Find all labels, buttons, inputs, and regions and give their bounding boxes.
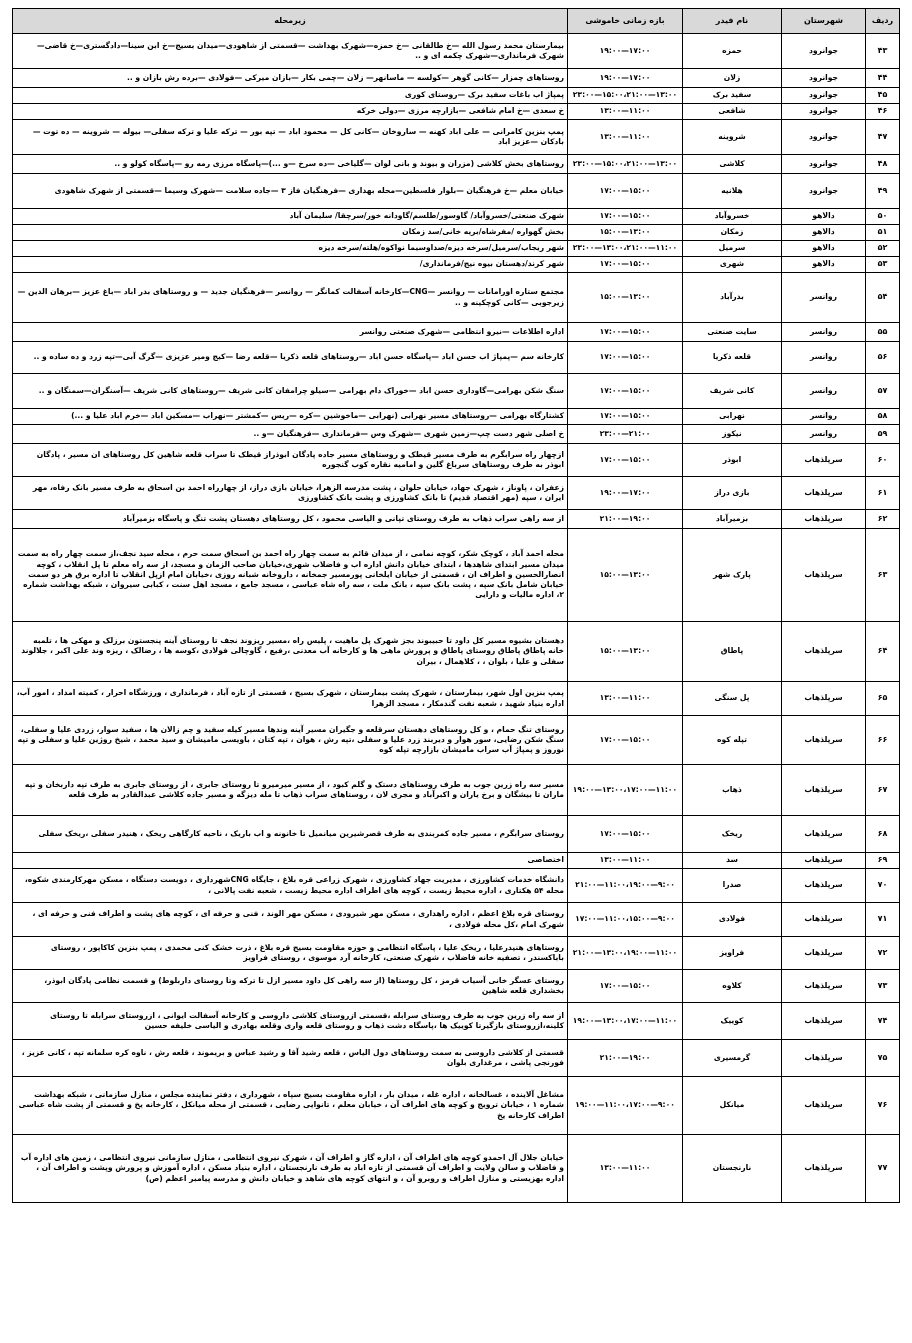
- row-number: ۷۲: [866, 937, 900, 970]
- table-row: [13, 765, 900, 816]
- feeder-cell: نهرابی: [683, 409, 782, 425]
- area-cell: سنگ شکن بهرامی—گاوداری حسن اباد —خوراک دام بهرامی —سیلو چرامفان کانی شریف —روستاهای کانی شریف —آسنگران—سمنگان و ..: [13, 374, 568, 409]
- time-cell: ۱۱:۰۰—۱۳:۰۰: [568, 682, 683, 716]
- feeder-cell: سفید برک: [683, 88, 782, 104]
- table-row: [13, 510, 900, 529]
- city-cell: جوانرود: [782, 34, 866, 69]
- row-number: ۵۴: [866, 273, 900, 323]
- table-row: [13, 853, 900, 869]
- area-cell: مسیر سه راه زرین جوب به طرف روستاهای دستک و گلم کبود ، از مسیر میرمیرو تا روستای جابری ، از روستای جابری به طرف تپه داربخان و تپه ماران تا بیشگان و برخ یاران و اکبرآباد و مجری لان ، روستاهای سراب ذهاب تا مله دیزگه و مسیر جاده کلاشی عبدالقادر به طرف قلعه: [13, 765, 568, 816]
- header-city: شهرستان: [782, 9, 866, 34]
- area-cell: خ سعدی —خ امام شافعی —بازارچه مرزی —دولی خرکه: [13, 104, 568, 120]
- feeder-cell: فولادی: [683, 903, 782, 937]
- feeder-cell: هلانیه: [683, 174, 782, 209]
- row-number: ۴۶: [866, 104, 900, 120]
- table-row: [13, 444, 900, 477]
- city-cell: سرپلذهاب: [782, 903, 866, 937]
- city-cell: سرپلذهاب: [782, 716, 866, 765]
- table-row: [13, 903, 900, 937]
- time-cell: ۱۷:۰۰—۱۹:۰۰: [568, 34, 683, 69]
- city-cell: جوانرود: [782, 155, 866, 174]
- table-row: [13, 342, 900, 374]
- area-cell: قسمتی از کلاشی داروسی به سمت روستاهای دول الیاس ، قلعه رشید آقا و رشید عباس و بریموند ، قلعه رش ، ناوه کره سلمانه تپه ، کانی عزیز ، فورنجی پاشی ، مرغداری بلوان: [13, 1040, 568, 1077]
- header-feeder: نام فیدر: [683, 9, 782, 34]
- feeder-cell: نارنجستان: [683, 1135, 782, 1203]
- time-cell: ۱۱:۰۰—۱۳:۰۰: [568, 853, 683, 869]
- feeder-cell: ذهاب: [683, 765, 782, 816]
- area-cell: خیابان جلال آل احمدو کوچه های اطراف آن ، اداره گاز و اطراف آن ، شهرک نیروی انتظامی ، منازل سازمانی نیروی انتظامی ، زمین های اداره آب و فاضلاب و سالن ولایت و اطراف آن قسمتی از تازه اباد به طرف نارنجستان ، اداره بنیاد مسکن ، اداره آموزش و پرورش وپشت و اطراف آن ، اداره بهزیستی و منازل اطراف و روبرو آن ، و انتهای کوچه های شاهد و خیابان دانش و مدرسه پیامبر اعظم (ص): [13, 1135, 568, 1203]
- area-cell: کارخانه سم —پمپاژ اب حسن اباد —پاسگاه حسن اباد —روستاهای قلعه ذکریا —قلعه رضا —کیج ومیر عزیزی —گرگ آبی—تپه زرد و ده ساده و ..: [13, 342, 568, 374]
- row-number: ۴۵: [866, 88, 900, 104]
- row-number: ۴۴: [866, 69, 900, 88]
- table-row: [13, 409, 900, 425]
- row-number: ۶۰: [866, 444, 900, 477]
- table-row: [13, 816, 900, 853]
- time-cell: ۱۱:۰۰—۱۳:۰۰: [568, 120, 683, 155]
- table-row: [13, 716, 900, 765]
- area-cell: خ اصلی شهر دست چپ—زمین شهری —شهرک وس —فرمانداری —فرهنگیان —و ..: [13, 425, 568, 444]
- feeder-cell: گرمسیری: [683, 1040, 782, 1077]
- area-cell: روستای عسگر خانی آسیاب قرمز ، کل روستاها (از سه راهی کل داود مسیر ازل تا ترکه وتا روستای داربلوط) و قسمت نظامی پادگان ابوذر، بخشداری قلعه شاهین: [13, 970, 568, 1003]
- table-row: [13, 209, 900, 225]
- time-cell: ۱۵:۰۰—۱۷:۰۰: [568, 409, 683, 425]
- city-cell: دالاهو: [782, 257, 866, 273]
- table-row: [13, 869, 900, 903]
- city-cell: سرپلذهاب: [782, 765, 866, 816]
- table-row: [13, 323, 900, 342]
- city-cell: سرپلذهاب: [782, 853, 866, 869]
- city-cell: جوانرود: [782, 88, 866, 104]
- area-cell: روستاهای بخش کلاشی (مزران و بیوند و بانی لوان —گلیاخی —ده سرخ —و ...)—پاسگاه مرزی رمه رو —پاسگاه کولو و ..: [13, 155, 568, 174]
- area-cell: زعفران ، پاوناز ، شهرک جهاد، خیابان حلوان ، پشت مدرسه الزهرا، خیابان بازی دراز، از چهارراه احمد بن اسحاق به طرف مسیر بانک رفاه، مهر ایران ، سپه (مهر اقتصاد قدیم) تا بانک کشاورزی و پشت بانک کشاورزی: [13, 477, 568, 510]
- time-cell: ۱۳:۰۰—۱۵:۰۰: [568, 273, 683, 323]
- row-number: ۷۷: [866, 1135, 900, 1203]
- feeder-cell: کانی شریف: [683, 374, 782, 409]
- area-cell: روستای تنگ حمام ، و کل روستاهای دهستان سرقلعه و جگیران مسیر آینه وندها مسیر کیله سفید و چم زالان ها ، سفید سوار، زردی علیا و سفلی، سنگ شکن رضایی، سور هوار و دیربند زرد علیا و سفلی ،تپه رش ، هوان ، تپه کتان ، باویسی مامیشان و سید محمد ، شیخ روژین علیا و سفلی و تپه نوروز و پمپاژ آب سراب مامیشان بازارچه تپله کوه: [13, 716, 568, 765]
- row-number: ۷۵: [866, 1040, 900, 1077]
- time-cell: ۲۱:۰۰—۲۳:۰۰: [568, 425, 683, 444]
- row-number: ۵۷: [866, 374, 900, 409]
- time-cell: ۱۵:۰۰—۱۷:۰۰: [568, 209, 683, 225]
- row-number: ۵۲: [866, 241, 900, 257]
- table-row: [13, 970, 900, 1003]
- city-cell: سرپلذهاب: [782, 444, 866, 477]
- table-header: [13, 9, 900, 34]
- area-cell: روستاهای هنیدرعلیا ، ریخک علیا ، پاسگاه انتظامی و حوزه مقاومت بسیج قره بلاغ ، ذرت خشک کنی محمدی ، پمپ بنزین کاکاپور ، روستای باباکسندر ، تصفیه خانه فاضلاب ، شهرک صنعتی، کارخانه آرد موسوی ، روستای فراویز: [13, 937, 568, 970]
- row-number: ۵۵: [866, 323, 900, 342]
- city-cell: سرپلذهاب: [782, 816, 866, 853]
- table-row: [13, 34, 900, 69]
- time-cell: ۱۹:۰۰—۲۱:۰۰: [568, 510, 683, 529]
- area-cell: پمپ بنزین اول شهر، بیمارستان ، شهرک پشت بیمارستان ، شهرک بسیج ، قسمتی از تازه آباد ، فرمانداری ، ورزشگاه احرار ، کمیته امداد ، امور آب، اداره بنیاد شهید ، شعبه نفت گندمکار ، مسجد الزهرا: [13, 682, 568, 716]
- feeder-cell: شافعی: [683, 104, 782, 120]
- feeder-cell: کلاشی: [683, 155, 782, 174]
- row-number: ۶۷: [866, 765, 900, 816]
- time-cell: ۱۱:۰۰—۱۳:۰۰،۱۹:۰۰—۲۱:۰۰: [568, 937, 683, 970]
- table-row: [13, 1003, 900, 1040]
- time-cell: ۱۵:۰۰—۱۷:۰۰: [568, 342, 683, 374]
- table-row: [13, 374, 900, 409]
- row-number: ۴۷: [866, 120, 900, 155]
- row-number: ۴۳: [866, 34, 900, 69]
- feeder-cell: کلاوه: [683, 970, 782, 1003]
- row-number: ۶۹: [866, 853, 900, 869]
- outage-table: [12, 8, 900, 1203]
- row-number: ۴۹: [866, 174, 900, 209]
- area-cell: دانشگاه خدمات کشاورزی ، مدیریت جهاد کشاورزی ، شهرک زراعی قره بلاغ ، جایگاه CNGشهرداری ، دویست دستگاه ، مسکن مهرکارمندی شکوه، محله ۵۴ هکتاری ، اداره محیط زیست ، کوچه های اطراف اداره محیط زیست ، شعبه نفت پالانی ،: [13, 869, 568, 903]
- city-cell: سرپلذهاب: [782, 869, 866, 903]
- table-row: [13, 937, 900, 970]
- time-cell: ۹:۰۰—۱۱:۰۰،۱۷:۰۰—۱۹:۰۰: [568, 1077, 683, 1135]
- row-number: ۶۸: [866, 816, 900, 853]
- area-cell: از سه راه زرین جوب به طرف روستای سرابله ،قسمتی ازروستای کلاشی داروسی و کارخانه آسفالت ایوانی ، ازروستای سرابله تا روستای کلینه،ازروستای بازگیرتا کوییک ها ،پاسگاه دشت ذهاب و روستای قلعه واری وقلعه بهادری و الیاسی خلیفه حسین: [13, 1003, 568, 1040]
- city-cell: جوانرود: [782, 120, 866, 155]
- row-number: ۷۳: [866, 970, 900, 1003]
- header-row-number: ردیف: [866, 9, 900, 34]
- city-cell: سرپلذهاب: [782, 970, 866, 1003]
- time-cell: ۱۳:۰۰—۱۵:۰۰،۲۱:۰۰—۲۳:۰۰: [568, 88, 683, 104]
- time-cell: ۱۳:۰۰—۱۵:۰۰: [568, 225, 683, 241]
- time-cell: ۱۷:۰۰—۱۹:۰۰: [568, 477, 683, 510]
- feeder-cell: سرمیل: [683, 241, 782, 257]
- row-number: ۶۶: [866, 716, 900, 765]
- area-cell: شهرک صنعتی/خسروآباد/ گاوسور/طلسم/گاودانه خور/سرچقا/ سلیمان آباد: [13, 209, 568, 225]
- area-cell: روستای سرابگرم ، مسیر جاده کمربندی به طرف قصرشیرین میانمیل تا خانونه و اب باریک ، ناحیه کارگاهی ریخک ، هنیدر سفلی ،ریخک سفلی: [13, 816, 568, 853]
- time-cell: ۱۳:۰۰—۱۵:۰۰: [568, 529, 683, 622]
- city-cell: روانسر: [782, 425, 866, 444]
- area-cell: بیمارستان محمد رسول الله —خ طالقانی —خ حمزه—شهرک بهداشت —قسمتی از شاهودی—میدان بسیج—خ ابن سینا—دادگستری—خ قاضی—شهرک فرمانداری—شهرک چکمه ای و ..: [13, 34, 568, 69]
- feeder-cell: خسروآباد: [683, 209, 782, 225]
- header-time: بازه زمانی خاموشی: [568, 9, 683, 34]
- table-row: [13, 477, 900, 510]
- city-cell: سرپلذهاب: [782, 622, 866, 682]
- time-cell: ۱۵:۰۰—۱۷:۰۰: [568, 374, 683, 409]
- time-cell: ۱۱:۰۰—۱۳:۰۰،۱۷:۰۰—۱۹:۰۰: [568, 765, 683, 816]
- area-cell: از سه راهی سراب ذهاب به طرف روستای تپانی و الیاسی محمود ، کل روستاهای دهستان پشت تنگ و پاسگاه بزمیرآباد: [13, 510, 568, 529]
- header-area: زیرمحله: [13, 9, 568, 34]
- area-cell: ازچهار راه سرابگرم به طرف مسیر قیطک و روستاهای مسیر جاده پادگان ابوذراز قیطک تا سراب قلعه شاهین کل روستاهای ان مسیر ، پادگان ابوذر به طرف روستاهای سرباغ گلین و امامیه نقاره کوب گنجوره: [13, 444, 568, 477]
- table-row: [13, 174, 900, 209]
- city-cell: سرپلذهاب: [782, 1040, 866, 1077]
- feeder-cell: ابوذر: [683, 444, 782, 477]
- feeder-cell: شروینه: [683, 120, 782, 155]
- area-cell: اختصاصی: [13, 853, 568, 869]
- feeder-cell: زلان: [683, 69, 782, 88]
- city-cell: دالاهو: [782, 225, 866, 241]
- row-number: ۶۲: [866, 510, 900, 529]
- feeder-cell: بازی دراز: [683, 477, 782, 510]
- area-cell: پمپاژ اب باغات سفید برک —روستای کوری: [13, 88, 568, 104]
- city-cell: سرپلذهاب: [782, 510, 866, 529]
- area-cell: دهستان بشیوه مسیر کل داود تا حبیبوند بجز شهرک پل ماهیت ، پلیس راه ،مسیر ریزوند نجف تا روستای آینه پنجستون برزلک و مهکی ها ، تلمبه خانه پاطاق پاطاق روستای پاطاق و پرورش ماهی ها و کارخانه آب معدنی ،رفیع ، گاوچالی فولادی ،کوسه ها ، رضالک ، ریزه وند علی اکبر ، جلالوند سفلی و علیا ، بلوان ، ، کلاهمال ، بیران: [13, 622, 568, 682]
- table-row: [13, 225, 900, 241]
- table-row: [13, 682, 900, 716]
- city-cell: دالاهو: [782, 209, 866, 225]
- feeder-cell: شهری: [683, 257, 782, 273]
- city-cell: جوانرود: [782, 69, 866, 88]
- feeder-cell: زمکان: [683, 225, 782, 241]
- city-cell: سرپلذهاب: [782, 1003, 866, 1040]
- time-cell: ۱۵:۰۰—۱۷:۰۰: [568, 816, 683, 853]
- time-cell: ۱۵:۰۰—۱۷:۰۰: [568, 444, 683, 477]
- city-cell: سرپلذهاب: [782, 1077, 866, 1135]
- row-number: ۵۸: [866, 409, 900, 425]
- area-cell: اداره اطلاعات —نیرو انتظامی —شهرک صنعتی روانسر: [13, 323, 568, 342]
- time-cell: ۱۳:۰۰—۱۵:۰۰،۲۱:۰۰—۲۳:۰۰: [568, 155, 683, 174]
- city-cell: جوانرود: [782, 104, 866, 120]
- table-row: [13, 622, 900, 682]
- row-number: ۷۶: [866, 1077, 900, 1135]
- time-cell: ۱۱:۰۰—۱۳:۰۰: [568, 104, 683, 120]
- feeder-cell: پاطاق: [683, 622, 782, 682]
- row-number: ۶۵: [866, 682, 900, 716]
- row-number: ۷۱: [866, 903, 900, 937]
- area-cell: بخش گهواره /مفرشاه/بریه خانی/سد زمکان: [13, 225, 568, 241]
- row-number: ۵۰: [866, 209, 900, 225]
- row-number: ۵۱: [866, 225, 900, 241]
- feeder-cell: سد: [683, 853, 782, 869]
- city-cell: سرپلذهاب: [782, 1135, 866, 1203]
- table-row: [13, 273, 900, 323]
- area-cell: محله احمد آباد ، کوچک شکر، کوچه نمامی ، از میدان قائم به سمت چهار راه احمد بن اسحاق سمت حرم ، محله سید نجف،از سمت چهار راه به سمت میدان مسیر ابتدای شاهدها ، ابتدای خیابان دانش اداره اب و فاضلاب شهری،خیابان صاحب الزمان و مسجد، از سه راه معلم تا پل انقلاب ، کوچه انصارالحسین و اطراف ان ، قسمتی از خیابان ایلخانی پورمسیر جمخانه ، داروخانه شبانه روزی ،خیابان امام ازپل انقلاب تا اداره برق هر دو سمت خیابان شامل بانک سپه ، پشت بانک سپه ، بانک ملت ، سه راه شاه عباسی ، مسجد جامع ، مسجد اهل سنت ، کبابی سیروان ، شبکه بهداشت شماره ۲، اداره مالیات و دارایی: [13, 529, 568, 622]
- row-number: ۵۶: [866, 342, 900, 374]
- feeder-cell: میانکل: [683, 1077, 782, 1135]
- city-cell: دالاهو: [782, 241, 866, 257]
- time-cell: ۱۷:۰۰—۱۹:۰۰: [568, 69, 683, 88]
- row-number: ۷۰: [866, 869, 900, 903]
- table-row: [13, 104, 900, 120]
- table-row: [13, 425, 900, 444]
- area-cell: شهر کرند/دهستان بیوه نیج/فرمانداری/: [13, 257, 568, 273]
- feeder-cell: بزمیرآباد: [683, 510, 782, 529]
- feeder-cell: بدرآباد: [683, 273, 782, 323]
- table-row: [13, 120, 900, 155]
- city-cell: روانسر: [782, 374, 866, 409]
- table-row: [13, 241, 900, 257]
- time-cell: ۹:۰۰—۱۱:۰۰،۱۵:۰۰—۱۷:۰۰: [568, 903, 683, 937]
- feeder-cell: صدرا: [683, 869, 782, 903]
- city-cell: روانسر: [782, 323, 866, 342]
- area-cell: روستاهای چمزار —کانی گوهر —کولسه — ماسانهر— زلان —چمی بکار —بازان میرکی —فولادی —برده رش بازان و ..: [13, 69, 568, 88]
- time-cell: ۱۵:۰۰—۱۷:۰۰: [568, 257, 683, 273]
- row-number: ۴۸: [866, 155, 900, 174]
- area-cell: روستای قره بلاغ اعظم ، اداره راهداری ، مسکن مهر شیرودی ، مسکن مهر الوند ، فنی و حرفه ای ، کوچه های پشت و اطراف فنی و حرفه ای ، شهرک امام ،کل محله فولادی ،: [13, 903, 568, 937]
- row-number: ۶۴: [866, 622, 900, 682]
- city-cell: سرپلذهاب: [782, 682, 866, 716]
- area-cell: شهر ریجاب/سرمیل/سرخه دیزه/صداوسیما نواکوه/هلته/سرخه دیزه: [13, 241, 568, 257]
- table-row: [13, 529, 900, 622]
- table-row: [13, 257, 900, 273]
- row-number: ۵۹: [866, 425, 900, 444]
- feeder-cell: ریخک: [683, 816, 782, 853]
- outage-schedule: [12, 8, 899, 1203]
- time-cell: ۱۹:۰۰—۲۱:۰۰: [568, 1040, 683, 1077]
- feeder-cell: سایت صنعتی: [683, 323, 782, 342]
- city-cell: سرپلذهاب: [782, 937, 866, 970]
- city-cell: روانسر: [782, 273, 866, 323]
- area-cell: کشتارگاه بهرامی —روستاهای مسیر نهرابی (نهرابی —ماخوشین —کره —ریس —کمشتر —نهراب —مسکین اباد —خرم اباد علیا و ...): [13, 409, 568, 425]
- area-cell: خیابان معلم —خ فرهنگیان —بلوار فلسطین—محله بهداری —فرهنگیان فاز ۳ —جاده سلامت —شهرک وسیما —قسمتی از شهرک شاهودی: [13, 174, 568, 209]
- city-cell: روانسر: [782, 409, 866, 425]
- feeder-cell: تپله کوه: [683, 716, 782, 765]
- time-cell: ۱۵:۰۰—۱۷:۰۰: [568, 716, 683, 765]
- city-cell: جوانرود: [782, 174, 866, 209]
- time-cell: ۱۵:۰۰—۱۷:۰۰: [568, 323, 683, 342]
- time-cell: ۱۵:۰۰—۱۷:۰۰: [568, 174, 683, 209]
- table-row: [13, 88, 900, 104]
- row-number: ۶۱: [866, 477, 900, 510]
- row-number: ۷۴: [866, 1003, 900, 1040]
- feeder-cell: قلعه ذکریا: [683, 342, 782, 374]
- table-row: [13, 1040, 900, 1077]
- feeder-cell: کوییک: [683, 1003, 782, 1040]
- time-cell: ۱۱:۰۰—۱۳:۰۰،۲۱:۰۰—۲۳:۰۰: [568, 241, 683, 257]
- city-cell: سرپلذهاب: [782, 529, 866, 622]
- time-cell: ۱۳:۰۰—۱۵:۰۰: [568, 622, 683, 682]
- area-cell: پمپ بنزین کامرانی — علی اباد کهنه — ساروخان —کانی کل — محمود اباد — تپه بور — ترکه علیا و ترکه سفلی— بیوله — شروینه — ده توت —بادکان —عزیز اباد: [13, 120, 568, 155]
- time-cell: ۱۵:۰۰—۱۷:۰۰: [568, 970, 683, 1003]
- table-row: [13, 155, 900, 174]
- feeder-cell: نیکوز: [683, 425, 782, 444]
- feeder-cell: حمزه: [683, 34, 782, 69]
- area-cell: مجتمع ستاره اورامانات — روانسر —CNG—کارخانه آسفالت کمانگر — روانسر —فرهنگیان جدید — و روستاهای بدر اباد —باغ عزیز —برهان الدین —زیرجوبی —کانی کوچکینه و ..: [13, 273, 568, 323]
- time-cell: ۹:۰۰—۱۱:۰۰،۱۹:۰۰—۲۱:۰۰: [568, 869, 683, 903]
- feeder-cell: فراویز: [683, 937, 782, 970]
- table-row: [13, 69, 900, 88]
- row-number: ۵۳: [866, 257, 900, 273]
- feeder-cell: پارک شهر: [683, 529, 782, 622]
- row-number: ۶۳: [866, 529, 900, 622]
- feeder-cell: پل سنگی: [683, 682, 782, 716]
- city-cell: سرپلذهاب: [782, 477, 866, 510]
- time-cell: ۱۱:۰۰—۱۳:۰۰: [568, 1135, 683, 1203]
- time-cell: ۱۱:۰۰—۱۳:۰۰،۱۷:۰۰—۱۹:۰۰: [568, 1003, 683, 1040]
- table-row: [13, 1135, 900, 1203]
- area-cell: مشاغل آلاینده ، غسالخانه ، اداره غله ، میدان بار ، اداره مقاومت بسیج سپاه ، شهرداری ، دفتر نماینده مجلس ، منازل سازمانی ، شبکه بهداشت شماره ۱ ، خیابان ترویج و کوچه های اطراف آن ، خیابان معلم ، تانوایی رضایی ، قسمتی از محله میانکل ، کارخانه یخ و قسمتی از پشت شاه عباسی اطراف کارخانه یخ: [13, 1077, 568, 1135]
- table-row: [13, 1077, 900, 1135]
- city-cell: روانسر: [782, 342, 866, 374]
